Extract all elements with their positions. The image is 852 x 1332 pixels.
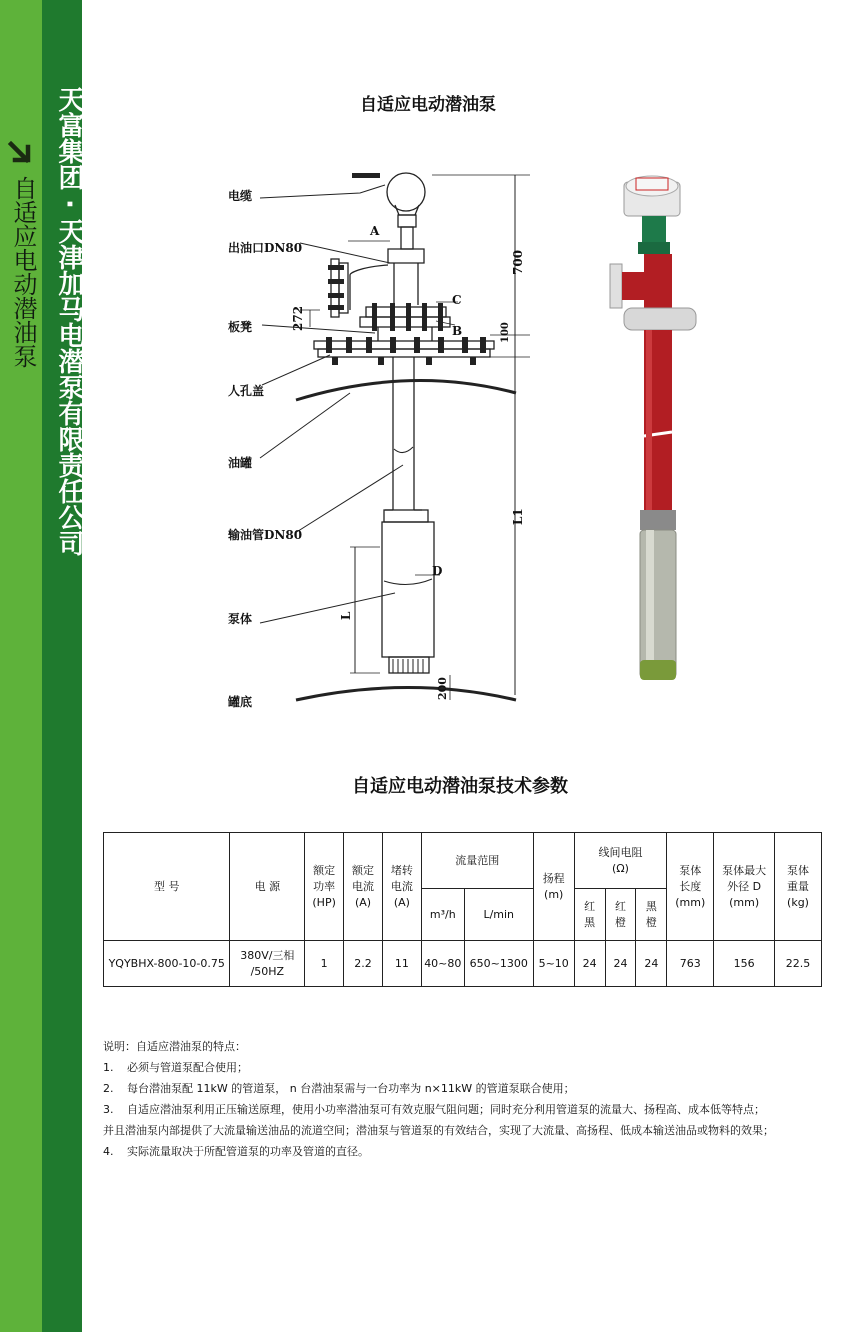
- notes-heading: 说明：自适应潜油泵的特点：: [103, 1040, 246, 1053]
- cell-flow-m3: 40~80: [421, 941, 464, 987]
- dim-l: L: [339, 611, 353, 620]
- cell-weight: 22.5: [775, 941, 822, 987]
- cell-power-supply: 380V/三相 /50HZ: [230, 941, 305, 987]
- dim-200: 200: [436, 677, 449, 700]
- dim-d: D: [432, 564, 443, 578]
- header-power-supply: 电 源: [230, 833, 305, 941]
- label-tank: 油罐: [228, 456, 253, 470]
- dim-c: C: [452, 293, 462, 307]
- pump-product-image: [596, 160, 716, 700]
- pump-body: [382, 522, 434, 657]
- tank-bottom-arc: [296, 688, 516, 701]
- table-title: 自适应电动潜油泵技术参数: [352, 776, 568, 797]
- spec-table: [103, 832, 822, 987]
- cell-stall-current: 11: [382, 941, 421, 987]
- junction-neck: [398, 215, 416, 227]
- header-rated-power: 额定 功率 (HP): [305, 833, 344, 941]
- header-rated-current: 额定 电流 (A): [344, 833, 383, 941]
- header-res-black-orange: 黑 橙: [636, 889, 667, 941]
- note-item-4: 4. 实际流量取决于所配管道泵的功率及管道的直径。: [103, 1145, 369, 1158]
- header-flow-m3: m³/h: [421, 889, 464, 941]
- dim-700: 700: [511, 249, 525, 275]
- cell-res-red-black: 24: [574, 941, 605, 987]
- header-diameter: 泵体最大 外径 D (mm): [714, 833, 775, 941]
- header-model: 型 号: [104, 833, 230, 941]
- label-bench: 板凳: [228, 320, 253, 334]
- cell-model: YQYBHX-800-10-0.75: [104, 941, 230, 987]
- dim-272: 272: [291, 305, 305, 331]
- header-res-red-black: 红 黑: [574, 889, 605, 941]
- label-pump: 泵体: [228, 612, 253, 626]
- note-item-2: 2. 每台潜油泵配 11kW 的管道泵， n 台潜油泵需与一台功率为 n×11kW 的管道泵联合使用；: [103, 1082, 575, 1095]
- header-res-red-orange: 红 橙: [605, 889, 636, 941]
- note-item-3-continued: 并且潜油泵内部提供了大流量输送油品的流道空间；潜油泵与管道泵的有效结合，实现了大流量、高扬程、低成本输送油品或物料的效果；: [103, 1124, 774, 1137]
- note-item-3: 3. 自适应潜油泵利用正压输送原理，使用小功率潜油泵可有效克服气阻问题；同时充分利用管道泵的流量大、扬程高、成本低等特点；: [103, 1103, 765, 1116]
- cell-res-red-orange: 24: [605, 941, 636, 987]
- header-head: 扬程 (m): [533, 833, 574, 941]
- company-name: 天富集团 · 天津加马电潜泵有限责任公司: [54, 86, 84, 556]
- cell-res-black-orange: 24: [636, 941, 667, 987]
- notes-section: [103, 1036, 843, 1162]
- header-flow-range: 流量范围: [421, 833, 533, 889]
- label-bottom: 罐底: [228, 695, 253, 709]
- header-length: 泵体 长度 (mm): [667, 833, 714, 941]
- page-title: 自适应电动潜油泵: [360, 95, 496, 115]
- label-outlet: 出油口DN80: [228, 241, 303, 255]
- cell-rated-power: 1: [305, 941, 344, 987]
- tank-top-arc: [296, 381, 516, 400]
- header-resistance: 线间电阻 (Ω): [574, 833, 667, 889]
- dim-l1: L1: [511, 508, 525, 525]
- header-flow-lmin: L/min: [464, 889, 533, 941]
- header-weight: 泵体 重量 (kg): [775, 833, 822, 941]
- cell-head: 5~10: [533, 941, 574, 987]
- dim-100: 100: [500, 322, 511, 343]
- label-manhole: 人孔盖: [228, 384, 265, 398]
- header-stall-current: 堵转 电流 (A): [382, 833, 421, 941]
- pump-installation-diagram: [200, 155, 530, 725]
- cell-diameter: 156: [714, 941, 775, 987]
- note-item-1: 1. 必须与管道泵配合使用；: [103, 1061, 248, 1074]
- label-cable: 电缆: [228, 189, 253, 203]
- dim-a: A: [370, 224, 380, 238]
- cell-flow-lmin: 650~1300: [464, 941, 533, 987]
- cell-length: 763: [667, 941, 714, 987]
- sidebar-title: 自适应电动潜油泵: [9, 176, 37, 368]
- label-pipe: 输油管DN80: [228, 528, 303, 542]
- dim-b: B: [452, 324, 463, 338]
- table-row: [104, 941, 822, 987]
- cell-rated-current: 2.2: [344, 941, 383, 987]
- arrow-down-right-icon: [7, 138, 35, 166]
